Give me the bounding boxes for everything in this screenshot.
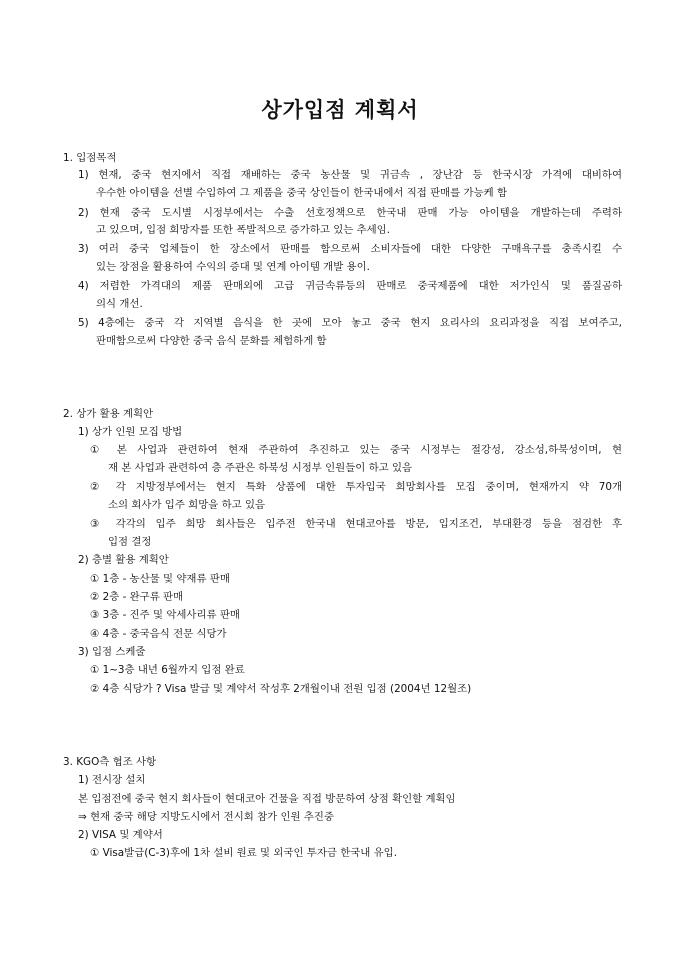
document-title: 상가입점 계획서 [261, 98, 419, 122]
s2-sub-2-item-1: ① 1층 - 농산물 및 약재류 판매 [90, 573, 230, 585]
s3-line-1: 1) 전시장 설치 [78, 774, 146, 786]
section-3-heading: 3. KGO측 협조 사항 [63, 756, 157, 768]
s2-sub-1-item-2-line-2: 소의 회사가 입주 희망을 하고 있음 [108, 499, 266, 511]
s2-sub-2-item-2: ② 2층 - 완구류 판매 [90, 591, 184, 603]
s1-item-1-line-2: 우수한 아이템을 선별 수입하여 그 제품을 중국 상인들이 한국내에서 직접 판매를 가능케 함 [96, 187, 508, 199]
s2-sub-3-label: 3) 입점 스케줄 [78, 646, 146, 658]
s1-item-1-line-1: 1) 현재, 중국 현지에서 직접 재배하는 중국 농산물 및 귀금속 , 장난감 등 한국시장 가격에 대비하여 [78, 169, 622, 181]
s3-line-3: ⇒ 현재 중국 해당 지방도시에서 전시회 참가 인원 추진중 [78, 811, 334, 823]
s1-item-5-line-2: 판매함으로써 다양한 중국 음식 문화를 체험하게 함 [96, 335, 327, 347]
s1-item-4-line-2: 의식 개선. [96, 298, 143, 310]
s1-item-5-line-1: 5) 4층에는 중국 각 지역별 음식을 한 곳에 모아 놓고 중국 현지 요리사의 요리과정을 직접 보여주고, [78, 317, 622, 329]
section-2-heading: 2. 상가 활용 계획안 [63, 408, 154, 420]
s2-sub-2-label: 2) 층별 활용 계획안 [78, 554, 169, 566]
s2-sub-3-item-1: ① 1~3층 내년 6월까지 입점 완료 [90, 664, 245, 676]
s2-sub-1-item-1-line-1: ① 본 사업과 관련하여 현재 주관하여 추진하고 있는 중국 시정부는 절강성, 강소성,하북성이며, 현 [90, 444, 622, 456]
s1-item-3-line-2: 있는 장점을 활용하여 수익의 증대 및 연계 아이템 개발 용이. [96, 261, 370, 273]
s1-item-4-line-1: 4) 저렴한 가격대의 제품 판매외에 고급 귀금속류등의 판매로 중국제품에 대한 저가인식 및 품질곰하 [78, 280, 622, 292]
s1-item-3-line-1: 3) 여러 중국 업체들이 한 장소에서 판매를 함으로써 소비자들에 대한 다양한 구매욕구를 충족시킬 수 [78, 243, 622, 255]
section-1-heading: 1. 입점목적 [63, 152, 117, 164]
s3-line-2: 본 입점전에 중국 현지 회사들이 현대코아 건물을 직접 방문하여 상점 확인할 계획임 [78, 793, 456, 805]
s2-sub-2-item-3: ③ 3층 - 진주 및 악세사리류 판매 [90, 609, 240, 621]
s2-sub-1-item-1-line-2: 재 본 사업과 관련하여 층 주관은 하북성 시정부 인원들이 하고 있음 [108, 462, 413, 474]
s1-item-2-line-1: 2) 현재 중국 도시별 시정부에서는 수출 선호정책으로 한국내 판매 가능 아이템을 개발하는데 주력하 [78, 207, 622, 219]
s1-item-2-line-2: 고 있으며, 입점 희망자를 또한 폭발적으로 증가하고 있는 추세임. [96, 224, 390, 236]
s3-line-5: ① Visa발급(C-3)후에 1차 설비 원료 및 외국인 투자금 한국내 유입. [90, 847, 398, 859]
s2-sub-1-item-2-line-1: ② 각 지방정부에서는 현지 특화 상품에 대한 투자입국 희망회사를 모집 중이며, 현재까지 약 70개 [90, 481, 622, 493]
s2-sub-1-item-3-line-2: 입점 결정 [108, 536, 152, 548]
s2-sub-1-label: 1) 상가 인원 모집 방법 [78, 426, 183, 438]
s2-sub-3-item-2: ② 4층 식당가 ? Visa 발급 및 계약서 작성후 2개월이내 전원 입점 (2004년 12월조) [90, 683, 472, 695]
s2-sub-2-item-4: ④ 4층 - 중국음식 전문 식당가 [90, 628, 227, 640]
s3-line-4: 2) VISA 및 계약서 [78, 829, 163, 841]
s2-sub-1-item-3-line-1: ③ 각각의 입주 희망 회사들은 입주전 한국내 현대코아를 방문, 입지조건, 부대환경 등을 점검한 후 [90, 518, 622, 530]
